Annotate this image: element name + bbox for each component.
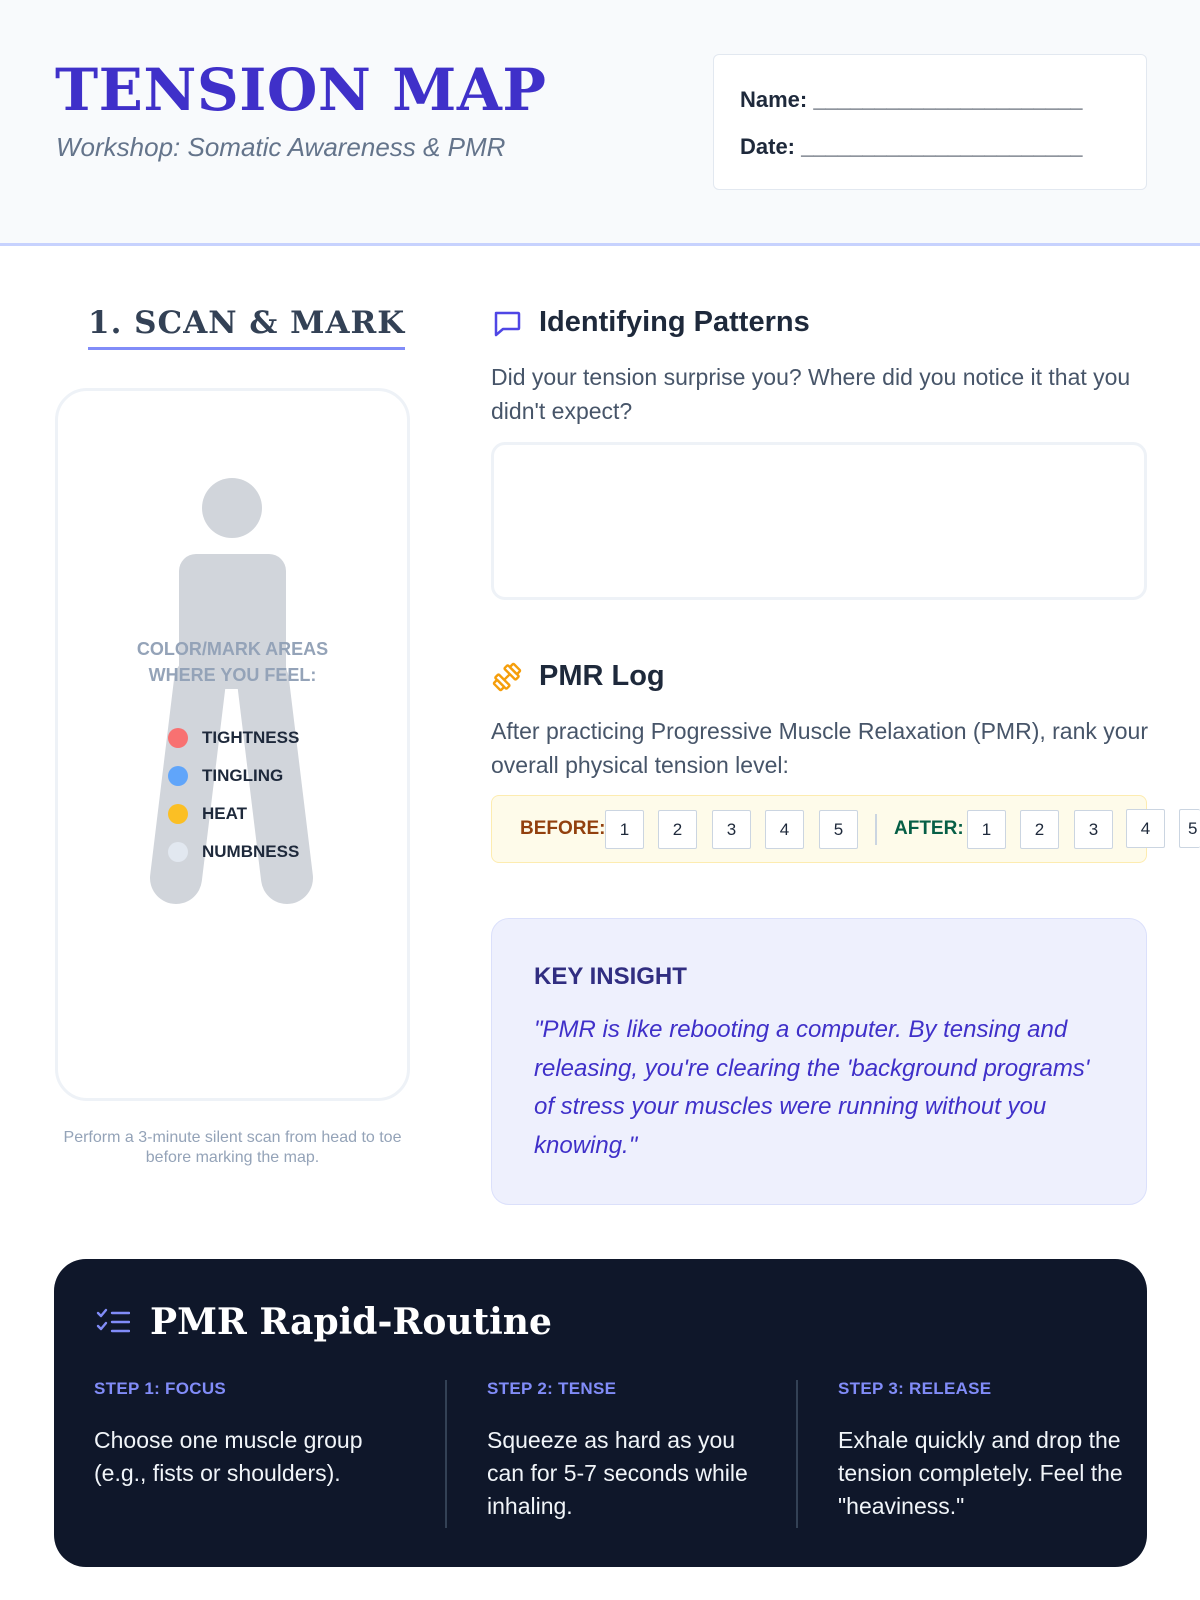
- routine-step-1: [94, 1379, 414, 1490]
- sensation-legend: [168, 719, 299, 871]
- scan-note: Perform a 3-minute silent scan from head to toe before marking the map.: [63, 1129, 402, 1166]
- checklist-icon: [96, 1307, 130, 1337]
- after-rating-1[interactable]: 1: [967, 810, 1006, 849]
- after-rating-2[interactable]: 2: [1020, 810, 1059, 849]
- patterns-heading: [491, 306, 810, 339]
- step-3-text: Exhale quickly and drop the tension completely. Feel the "heaviness.": [838, 1427, 1123, 1519]
- legend-item-heat: HEAT: [168, 795, 299, 833]
- step-2-label: STEP 2: TENSE: [487, 1379, 617, 1398]
- routine-step-3: [838, 1379, 1123, 1523]
- pmr-log-title: PMR Log: [539, 660, 665, 692]
- name-field[interactable]: Name: ______________________: [740, 87, 1083, 112]
- page-title: TENSION MAP: [55, 56, 547, 124]
- pmr-log-prompt: After practicing Progressive Muscle Relaxation (PMR), rank your overall physical tension level:: [491, 718, 1149, 778]
- patterns-answer-box[interactable]: [491, 442, 1147, 600]
- legend-item-tingling: TINGLING: [168, 757, 299, 795]
- key-insight-card: [491, 918, 1147, 1205]
- routine-title: PMR Rapid-Routine: [150, 1301, 552, 1343]
- body-map-card[interactable]: [55, 388, 410, 1101]
- legend-heading: COLOR/MARK AREAS WHERE YOU FEEL:: [136, 639, 329, 685]
- step-3-label: STEP 3: RELEASE: [838, 1379, 992, 1398]
- after-rating-4[interactable]: 4: [1126, 809, 1165, 848]
- red-dot-icon: [168, 728, 188, 748]
- worksheet-header: [0, 0, 1200, 246]
- routine-step-2: [487, 1379, 777, 1523]
- rating-divider: [875, 814, 877, 845]
- patterns-prompt: Did your tension surprise you? Where did you notice it that you didn't expect?: [491, 364, 1131, 424]
- blue-dot-icon: [168, 766, 188, 786]
- patterns-title: Identifying Patterns: [539, 306, 810, 338]
- before-label: BEFORE:: [520, 818, 606, 839]
- before-rating-5[interactable]: 5: [819, 810, 858, 849]
- legend-item-tightness: TIGHTNESS: [168, 719, 299, 757]
- insight-title: KEY INSIGHT: [534, 963, 687, 990]
- before-rating-2[interactable]: 2: [658, 810, 697, 849]
- legend-item-numbness: NUMBNESS: [168, 833, 299, 871]
- name-date-box: [713, 54, 1147, 190]
- page-subtitle: Workshop: Somatic Awareness & PMR: [56, 132, 506, 162]
- after-rating-5[interactable]: 5: [1179, 809, 1200, 848]
- yellow-dot-icon: [168, 804, 188, 824]
- speech-bubble-icon: [491, 307, 523, 339]
- gray-dot-icon: [168, 842, 188, 862]
- step-divider: [445, 1380, 447, 1528]
- step-2-text: Squeeze as hard as you can for 5-7 seconds while inhaling.: [487, 1427, 748, 1519]
- date-field[interactable]: Date: _______________________: [740, 134, 1083, 159]
- before-rating-4[interactable]: 4: [765, 810, 804, 849]
- pmr-routine-panel: [54, 1259, 1147, 1567]
- step-1-text: Choose one muscle group (e.g., fists or shoulders).: [94, 1427, 363, 1486]
- routine-heading: [96, 1301, 552, 1343]
- step-1-label: STEP 1: FOCUS: [94, 1379, 227, 1398]
- scan-section-title: 1. SCAN & MARK: [88, 305, 405, 350]
- before-rating-1[interactable]: 1: [605, 810, 644, 849]
- after-rating-3[interactable]: 3: [1074, 810, 1113, 849]
- pmr-log-heading: [491, 660, 665, 693]
- insight-quote: "PMR is like rebooting a computer. By tensing and releasing, you're clearing the 'background programs' of stress your muscles were running without you knowing.": [534, 1016, 1090, 1159]
- step-divider: [796, 1380, 798, 1528]
- tension-rating-bar: [491, 795, 1147, 863]
- dumbbell-icon: [491, 661, 523, 693]
- after-label: AFTER:: [894, 818, 964, 839]
- before-rating-3[interactable]: 3: [712, 810, 751, 849]
